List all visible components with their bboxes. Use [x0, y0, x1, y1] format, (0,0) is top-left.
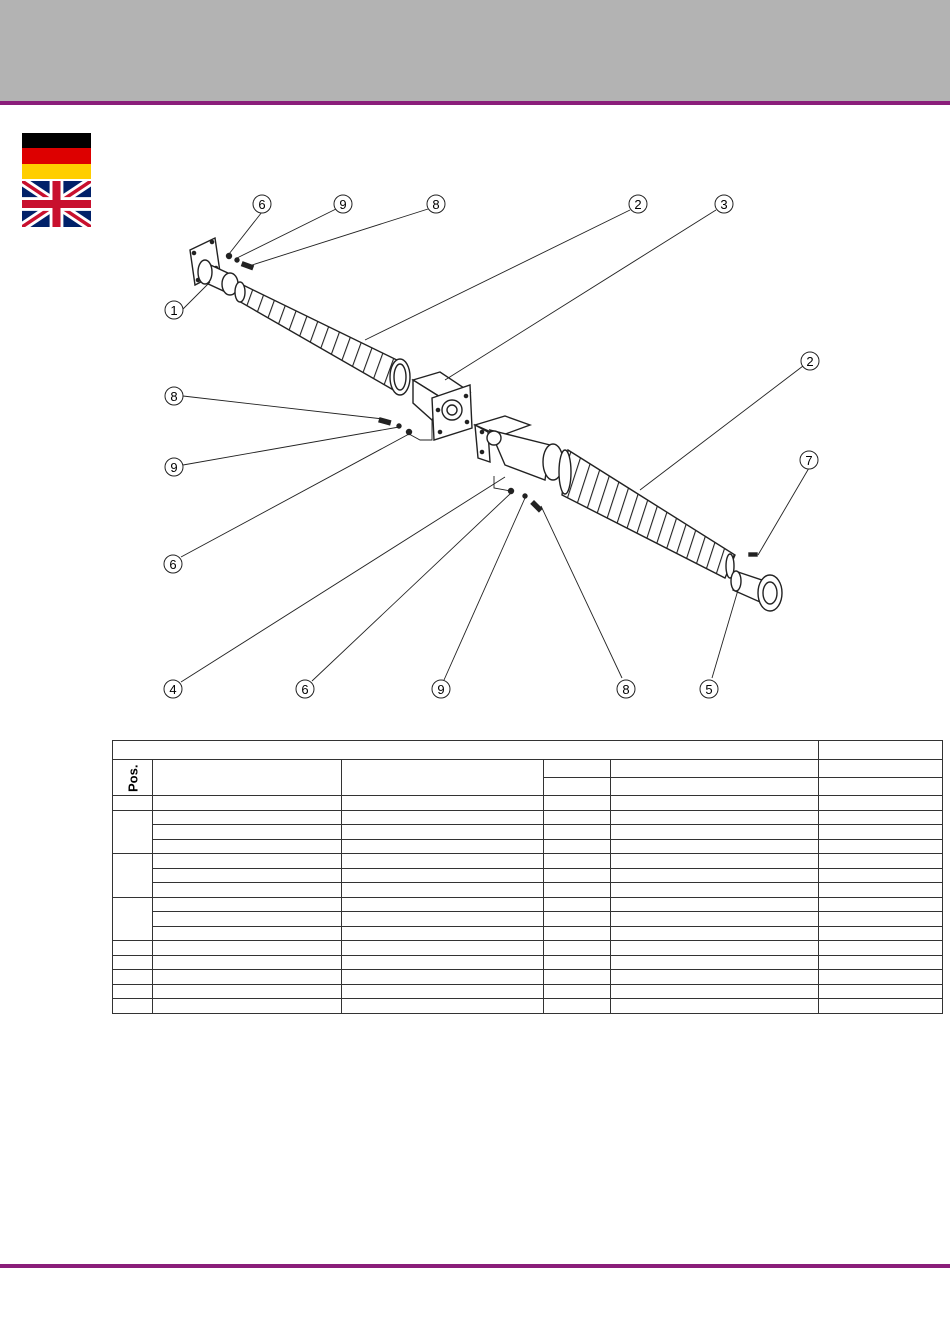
callout-6-b [164, 555, 182, 573]
svg-text:2: 2 [634, 197, 642, 212]
header-accent-line [0, 101, 950, 105]
svg-text:3: 3 [720, 197, 728, 212]
svg-text:6: 6 [258, 197, 266, 212]
part-5-end-flange [731, 571, 782, 611]
callout-9-c [432, 680, 450, 698]
table-row [113, 897, 943, 912]
parts-list-table [112, 740, 943, 1014]
callout-2-b [801, 352, 819, 370]
part-1-flange [190, 238, 238, 295]
callout-8-c [617, 680, 635, 698]
svg-text:9: 9 [339, 197, 347, 212]
svg-text:6: 6 [301, 682, 309, 697]
callout-5 [700, 680, 718, 698]
callout-7 [800, 451, 818, 469]
callout-3 [715, 195, 733, 213]
table-row [113, 854, 943, 869]
table-row [113, 868, 943, 883]
table-row [113, 955, 943, 970]
table-title-row [113, 741, 943, 760]
svg-text:1: 1 [170, 303, 178, 318]
callout-6-c [296, 680, 314, 698]
svg-text:9: 9 [437, 682, 445, 697]
svg-text:4: 4 [169, 682, 177, 697]
callout-2-a [629, 195, 647, 213]
callout-4 [164, 680, 182, 698]
svg-text:5: 5 [705, 682, 713, 697]
union-jack-icon [22, 181, 91, 227]
table-header-row [113, 760, 943, 778]
table-row [113, 796, 943, 811]
table-row [113, 926, 943, 941]
page-header [0, 0, 950, 101]
table-row [113, 999, 943, 1014]
table-row [113, 912, 943, 927]
svg-text:9: 9 [170, 460, 178, 475]
table-row [113, 941, 943, 956]
part-4-adapter [475, 416, 563, 480]
callout-6-a [253, 195, 271, 213]
part-2-lower-hose [559, 450, 735, 578]
svg-text:8: 8 [170, 389, 178, 404]
callout-9-b [165, 458, 183, 476]
table-row [113, 984, 943, 999]
callout-8-b [165, 387, 183, 405]
pos-header: Pos. [113, 760, 153, 796]
table-row [113, 810, 943, 825]
callout-1 [165, 301, 183, 319]
german-flag-icon [22, 133, 91, 179]
svg-text:8: 8 [622, 682, 630, 697]
table-row [113, 839, 943, 854]
exploded-parts-diagram [140, 180, 860, 710]
table-row [113, 883, 943, 898]
callout-9-a [334, 195, 352, 213]
table-row [113, 825, 943, 840]
svg-text:2: 2 [806, 354, 814, 369]
svg-text:7: 7 [805, 453, 813, 468]
part-2-upper-hose [235, 282, 410, 395]
callout-8-a [427, 195, 445, 213]
table-row [113, 970, 943, 985]
part-3-adapter [413, 372, 472, 440]
footer-accent-line [0, 1264, 950, 1268]
svg-text:8: 8 [432, 197, 440, 212]
svg-text:6: 6 [169, 557, 177, 572]
